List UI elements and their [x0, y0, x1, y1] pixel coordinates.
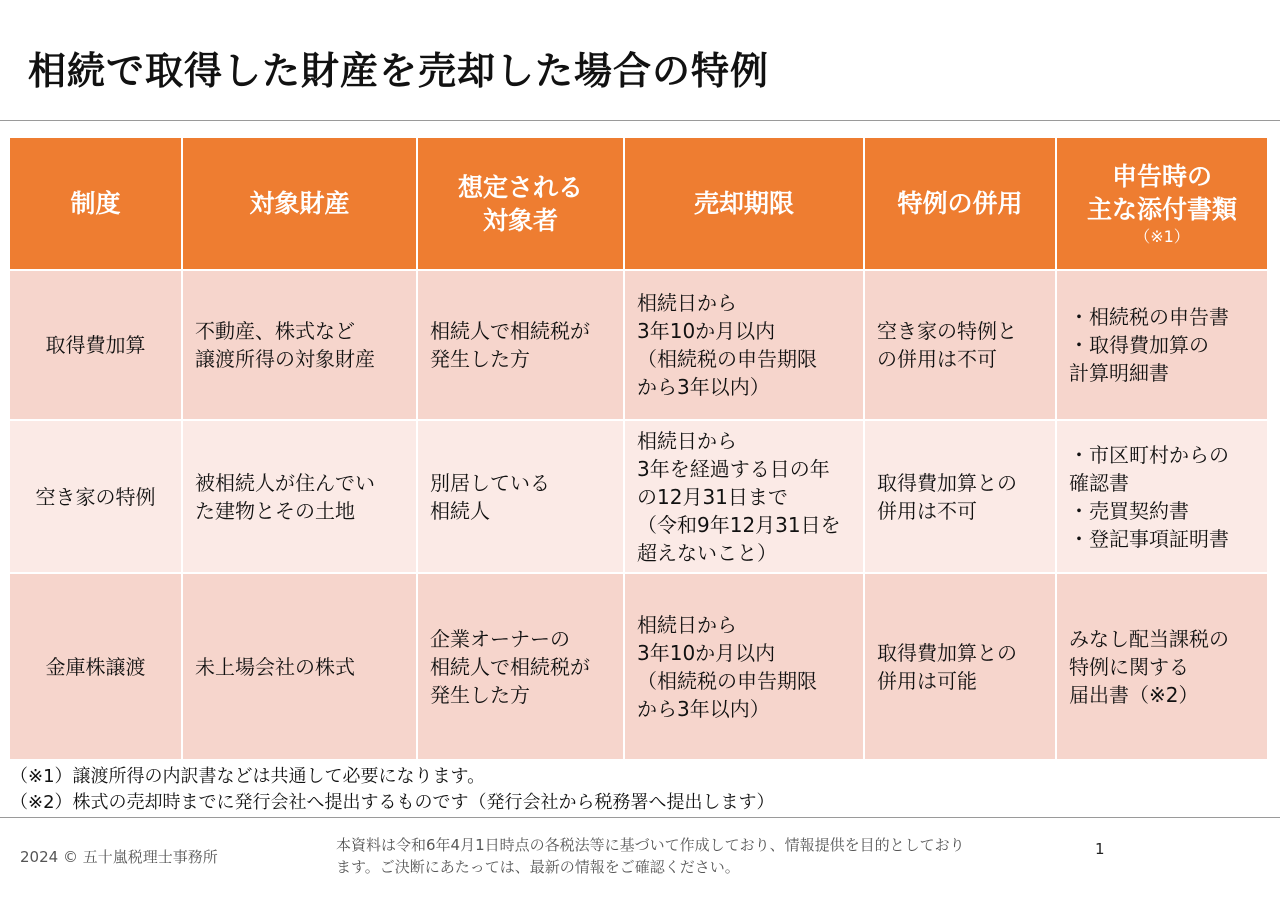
cell-documents: みなし配当課税の 特例に関する 届出書（※2）: [1056, 573, 1268, 760]
header-combined: 特例の併用: [864, 137, 1056, 270]
disclaimer-line: ます。ご決断にあたっては、最新の情報をご確認ください。: [336, 858, 740, 876]
cell-asset: 被相続人が住んでい た建物とその土地: [182, 420, 417, 573]
cell-system: 空き家の特例: [9, 420, 182, 573]
cell-deadline: 相続日から 3年10か月以内 （相続税の申告期限 から3年以内）: [624, 270, 864, 420]
cell-combined: 取得費加算との 併用は可能: [864, 573, 1056, 760]
cell-documents: ・相続税の申告書 ・取得費加算の 計算明細書: [1056, 270, 1268, 420]
cell-system: 金庫株譲渡: [9, 573, 182, 760]
cell-documents: ・市区町村からの 確認書 ・売買契約書 ・登記事項証明書: [1056, 420, 1268, 573]
copyright: 2024 © 五十嵐税理士事務所: [20, 848, 218, 866]
cell-asset: 不動産、株式など 譲渡所得の対象財産: [182, 270, 417, 420]
table-row: [9, 573, 1268, 760]
header-asset: 対象財産: [182, 137, 417, 270]
cell-combined: 空き家の特例と の併用は不可: [864, 270, 1056, 420]
footnotes: [10, 764, 775, 816]
header-target: 想定される 対象者: [417, 137, 624, 270]
cell-combined: 取得費加算との 併用は不可: [864, 420, 1056, 573]
title-divider: [0, 120, 1280, 121]
cell-asset: 未上場会社の株式: [182, 573, 417, 760]
disclaimer-line: 本資料は令和6年4月1日時点の各税法等に基づいて作成しており、情報提供を目的としており: [336, 836, 965, 854]
cell-target: 相続人で相続税が 発生した方: [417, 270, 624, 420]
table-row: [9, 420, 1268, 573]
special-provisions-table: [8, 136, 1269, 761]
page-title: 相続で取得した財産を売却した場合の特例: [28, 49, 770, 93]
header-deadline: 売却期限: [624, 137, 864, 270]
page-number: 1: [1095, 840, 1105, 858]
disclaimer: [336, 834, 965, 878]
cell-target: 企業オーナーの 相続人で相続税が 発生した方: [417, 573, 624, 760]
footer-divider: [0, 817, 1280, 818]
cell-deadline: 相続日から 3年を経過する日の年 の12月31日まで （令和9年12月31日を 超えないこと）: [624, 420, 864, 573]
cell-target: 別居している 相続人: [417, 420, 624, 573]
header-documents: 申告時の 主な添付書類 （※1）: [1056, 137, 1268, 270]
cell-system: 取得費加算: [9, 270, 182, 420]
footnote-2: （※2）株式の売却時までに発行会社へ提出するものです（発行会社から税務署へ提出します）: [10, 792, 775, 813]
table-row: [9, 270, 1268, 420]
footnote-1: （※1）譲渡所得の内訳書などは共通して必要になります。: [10, 766, 486, 787]
cell-deadline: 相続日から 3年10か月以内 （相続税の申告期限 から3年以内）: [624, 573, 864, 760]
table-header-row: [9, 137, 1268, 270]
header-system: 制度: [9, 137, 182, 270]
